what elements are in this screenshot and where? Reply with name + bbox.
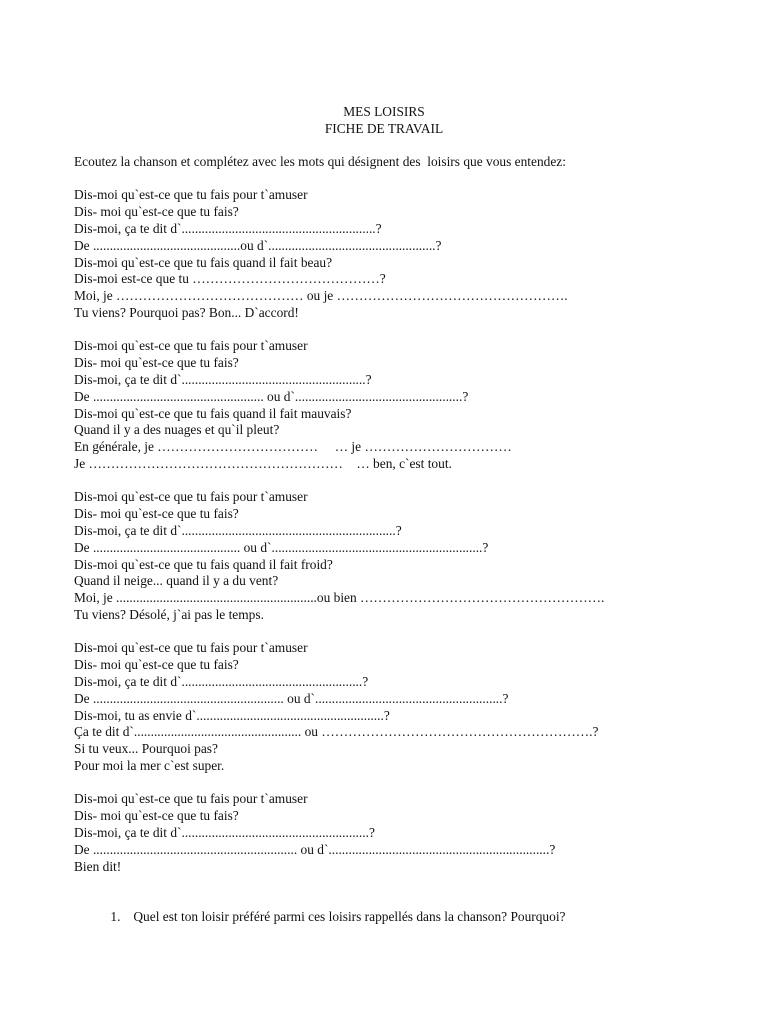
instruction-text: Ecoutez la chanson et complétez avec les mots qui désignent des loisirs que vous entendez: (74, 154, 566, 169)
lyric-line: Bien dit! (74, 858, 122, 874)
question-number: 1. (110, 909, 121, 924)
lyric-line: Dis-moi qu`est-ce que tu fais pour t`amuser (74, 338, 308, 353)
lyric-line: Dis- moi qu`est-ce que tu fais? (74, 656, 239, 672)
lyric-line: Tu viens? Désolé, j`ai pas le temps. (74, 607, 264, 623)
lyric-line: Dis- moi qu`est-ce que tu fais? (74, 807, 239, 823)
lyric-line: De ................................................... ou d`..................................................? (74, 388, 469, 404)
worksheet-title: MES LOISIRS (343, 104, 425, 119)
lyric-line: Dis-moi qu`est-ce que tu fais quand il fait mauvais? (74, 405, 352, 421)
lyric-line: Je ………………………………………………… … ben, c`est tout. (74, 456, 452, 472)
stanza-2 (74, 338, 512, 473)
lyric-line: Dis-moi qu`est-ce que tu fais pour t`amuser (74, 791, 308, 806)
lyric-line: Dis-moi qu`est-ce que tu fais pour t`amuser (74, 187, 308, 202)
lyric-line: De ............................................ou d`..................................................? (74, 237, 442, 253)
lyric-line: Dis-moi, ça te dit d`..........................................................? (74, 220, 382, 236)
lyric-line: Dis-moi qu`est-ce que tu fais pour t`amuser (74, 489, 308, 504)
stanza-5 (74, 791, 555, 875)
stanza-4 (74, 640, 598, 775)
question-text: Quel est ton loisir préféré parmi ces loisirs rappellés dans la chanson? Pourquoi? (133, 909, 566, 924)
worksheet-subtitle: FICHE DE TRAVAIL (324, 121, 444, 136)
lyric-line: Si tu veux... Pourquoi pas? (74, 741, 218, 757)
lyric-line: Dis-moi, tu as envie d`........................................................? (74, 707, 390, 723)
lyric-line: Dis- moi qu`est-ce que tu fais? (74, 505, 239, 521)
lyric-line: Dis-moi, ça te dit d`................................................................? (74, 522, 402, 538)
lyric-line: Dis-moi qu`est-ce que tu fais pour t`amuser (74, 640, 308, 655)
stanza-3 (74, 489, 604, 624)
lyric-line: Ça te dit d`.................................................. ou …………………………………………………….? (74, 724, 599, 740)
stanza-1 (74, 187, 568, 322)
lyric-line: Dis-moi est-ce que tu ……………………………………? (74, 271, 386, 287)
lyric-line: De ......................................................... ou d`........................................................? (74, 690, 509, 706)
lyric-line: Moi, je ............................................................ou bien ………………………………………………. (74, 590, 605, 606)
lyric-line: Quand il neige... quand il y a du vent? (74, 573, 279, 589)
lyric-line: Dis- moi qu`est-ce que tu fais? (74, 203, 239, 219)
lyric-line: Moi, je …………………………………… ou je ……………………………………………. (74, 288, 568, 304)
lyric-line: De ............................................................. ou d`..................................................................? (74, 841, 556, 857)
lyric-line: Dis-moi qu`est-ce que tu fais quand il fait beau? (74, 254, 333, 270)
lyric-line: Dis-moi, ça te dit d`.......................................................? (74, 371, 372, 387)
lyric-line: Dis-moi qu`est-ce que tu fais quand il fait froid? (74, 556, 333, 572)
lyric-line: Pour moi la mer c`est super. (74, 758, 225, 774)
question-1 (97, 891, 566, 942)
lyric-line: Dis- moi qu`est-ce que tu fais? (74, 354, 239, 370)
lyric-line: En générale, je ……………………………… … je …………………………… (74, 439, 512, 455)
lyric-line: Tu viens? Pourquoi pas? Bon... D`accord! (74, 305, 299, 321)
lyric-line: Quand il y a des nuages et qu`il pleut? (74, 422, 280, 438)
lyric-line: De ............................................ ou d`...............................................................? (74, 539, 489, 555)
lyric-line: Dis-moi, ça te dit d`......................................................? (74, 673, 369, 689)
worksheet-header (0, 103, 768, 137)
lyric-line: Dis-moi, ça te dit d`........................................................? (74, 824, 375, 840)
